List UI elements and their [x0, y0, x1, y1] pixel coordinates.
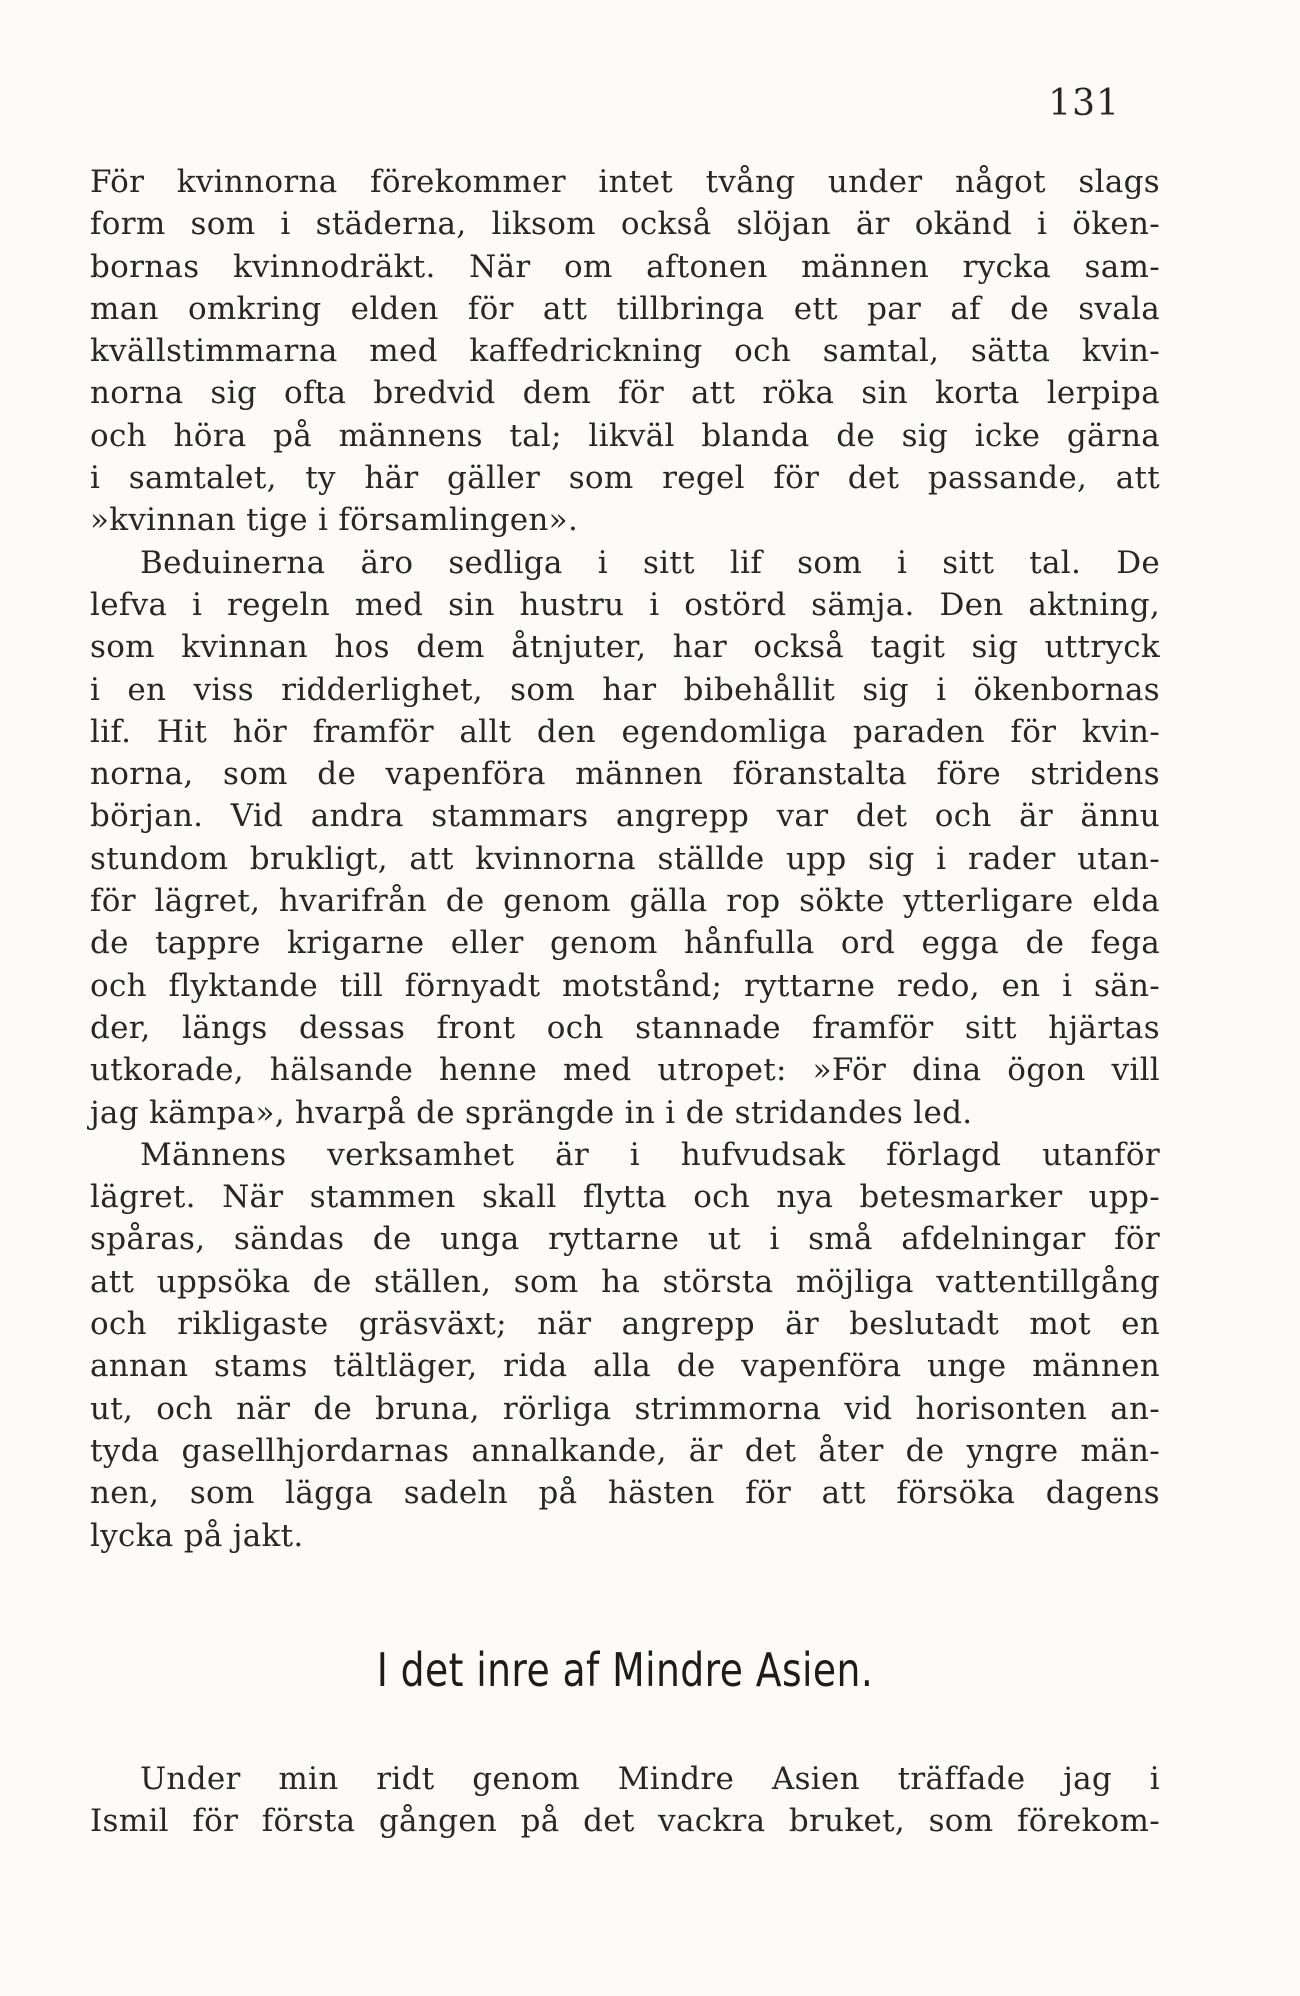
text-line: början. Vid andra stammars angrepp var det och är ännu: [90, 798, 1160, 835]
text-line: form som i städerna, liksom också slöjan är okänd i öken-: [90, 206, 1160, 243]
text-line: jag kämpa», hvarpå de sprängde in i de stridandes led.: [90, 1094, 973, 1131]
text-line: att uppsöka de ställen, som ha största möjliga vattentillgång: [90, 1263, 1160, 1300]
text-line: tyda gasellhjordarnas annalkande, är det åter de yngre män-: [90, 1432, 1160, 1469]
text-line: ut, och när de bruna, rörliga strimmorna vid horisonten an-: [90, 1390, 1160, 1427]
page-number: 131: [1048, 83, 1120, 124]
text-line: lycka på jakt.: [90, 1517, 304, 1554]
text-line: lefva i regeln med sin hustru i ostörd sämja. Den aktning,: [90, 586, 1160, 623]
text-line: der, längs dessas front och stannade framför sitt hjärtas: [90, 1009, 1160, 1046]
text-line: norna sig ofta bredvid dem för att röka sin korta lerpipa: [90, 375, 1160, 412]
text-line: man omkring elden för att tillbringa ett par af de svala: [90, 290, 1160, 327]
text-line: i en viss ridderlighet, som har bibehållit sig i ökenbornas: [90, 671, 1160, 708]
text-line: lif. Hit hör framför allt den egendomliga paraden för kvin-: [90, 713, 1160, 750]
section-body-text: [90, 1758, 1160, 1843]
text-line: lägret. När stammen skall flytta och nya betesmarker upp-: [90, 1179, 1160, 1216]
text-line: Beduinerna äro sedliga i sitt lif som i sitt tal. De: [140, 544, 1160, 581]
section-heading: I det inre af Mindre Asien.: [376, 1643, 874, 1697]
text-line: spåras, sändas de unga ryttarne ut i små afdelningar för: [90, 1221, 1160, 1258]
text-line: Männens verksamhet är i hufvudsak förlagd utanför: [140, 1136, 1160, 1173]
body-text: [90, 161, 1160, 1557]
text-line: nen, som lägga sadeln på hästen för att försöka dagens: [90, 1475, 1160, 1512]
text-line: de tappre krigarne eller genom hånfulla ord egga de fega: [90, 925, 1160, 962]
text-line: kvällstimmarna med kaffedrickning och samtal, sätta kvin-: [90, 333, 1160, 370]
text-line: Ismil för första gången på det vackra bruket, som förekom-: [90, 1803, 1160, 1840]
text-line: och flyktande till förnyadt motstånd; ryttarne redo, en i sän-: [90, 967, 1160, 1004]
text-line: och rikligaste gräsväxt; när angrepp är beslutadt mot en: [90, 1306, 1160, 1343]
text-line: bornas kvinnodräkt. När om aftonen männen rycka sam-: [90, 248, 1160, 285]
text-line: som kvinnan hos dem åtnjuter, har också tagit sig uttryck: [90, 629, 1160, 666]
text-line: utkorade, hälsande henne med utropet: »För dina ögon vill: [90, 1052, 1160, 1089]
text-line: annan stams tältläger, rida alla de vapenföra unge männen: [90, 1348, 1160, 1385]
text-line: i samtalet, ty här gäller som regel för det passande, att: [90, 460, 1160, 497]
text-line: för lägret, hvarifrån de genom gälla rop sökte ytterligare elda: [90, 883, 1160, 920]
text-line: Under min ridt genom Mindre Asien träffade jag i: [140, 1761, 1160, 1797]
text-line: För kvinnorna förekommer intet tvång under något slags: [90, 164, 1160, 200]
text-line: och höra på männens tal; likväl blanda de sig icke gärna: [90, 417, 1160, 454]
text-line: »kvinnan tige i församlingen».: [90, 502, 579, 539]
text-line: norna, som de vapenföra männen föranstalta före stridens: [90, 756, 1160, 793]
text-line: stundom brukligt, att kvinnorna ställde upp sig i rader utan-: [90, 840, 1160, 877]
